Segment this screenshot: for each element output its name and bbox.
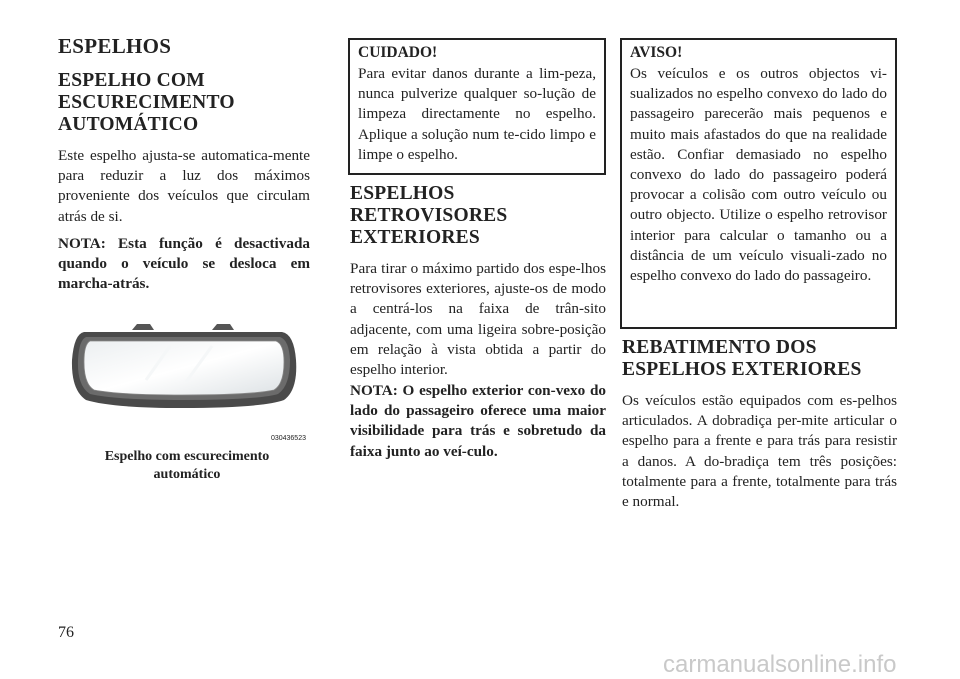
section-body-auto-dimming: Este espelho ajusta-se automatica-mente para reduzir a luz dos máximos proveniente dos veículos que circulam atrás de si. — [58, 147, 310, 225]
section-heading-auto-dimming: ESPELHO COM ESCURECIMENTO AUTOMÁTICO — [58, 70, 235, 135]
figure-code: 030436523 — [270, 435, 306, 442]
caution-text: Para evitar danos durante a lim-peza, nunca pulverize qualquer so-lução de limpeza directamente no espelho. Aplique a solução num te-cido limpo e limpe o espelho. — [358, 65, 596, 163]
section-heading-exterior-mirrors: ESPELHOS RETROVISORES EXTERIORES — [350, 183, 508, 248]
figure-caption: Espelho com escurecimento automático — [104, 449, 270, 482]
watermark: carmanualsonline.info — [663, 651, 897, 678]
warning-text: Os veículos e os outros objectos vi-sualizados no espelho convexo do lado do passageiro parecerão mais pequenos e muito mais afastados do que na realidade estão. Confiar demasiado no espelho convexo do lado do passageiro poderá provocar a colisão com outro veículo ou outro objecto. Utilize o espelho retrovisor interior para calcular o tamanho ou a distância de um veículo visuali-zado no espelho convexo do lado do passageiro. — [630, 65, 887, 285]
caution-title: CUIDADO! — [358, 44, 438, 61]
page-title: ESPELHOS — [58, 34, 172, 58]
warning-box — [620, 38, 897, 329]
page-number: 76 — [58, 624, 74, 641]
mirror-illustration — [62, 320, 308, 444]
section-body-folding-mirrors: Os veículos estão equipados com es-pelhos articulados. A dobradiça per-mite articular o espelho para a frente e para trás para resistir a danos. A do-bradiça tem três posições: totalmente para a frente, totalmente para trás e normal. — [622, 392, 897, 511]
warning-title: AVISO! — [630, 44, 683, 61]
section-body-exterior-mirrors: Para tirar o máximo partido dos espe-lhos retrovisores exteriores, ajuste-os de modo a centrá-los na faixa de trân-sito adjacente, com uma ligeira sobre-posição em relação à vista obtida a partir do espelho interior. — [350, 260, 606, 379]
caution-box — [348, 38, 606, 175]
note-exterior-mirrors: NOTA: O espelho exterior con-vexo do lado do passageiro oferece uma maior visibilidade para trás e sobretudo da faixa junto ao veí-culo. — [350, 382, 606, 460]
rearview-mirror-icon — [62, 320, 308, 444]
note-auto-dimming: NOTA: Esta função é desactivada quando o veículo se desloca em marcha-atrás. — [58, 235, 310, 293]
section-heading-folding-mirrors: REBATIMENTO DOS ESPELHOS EXTERIORES — [622, 337, 862, 380]
